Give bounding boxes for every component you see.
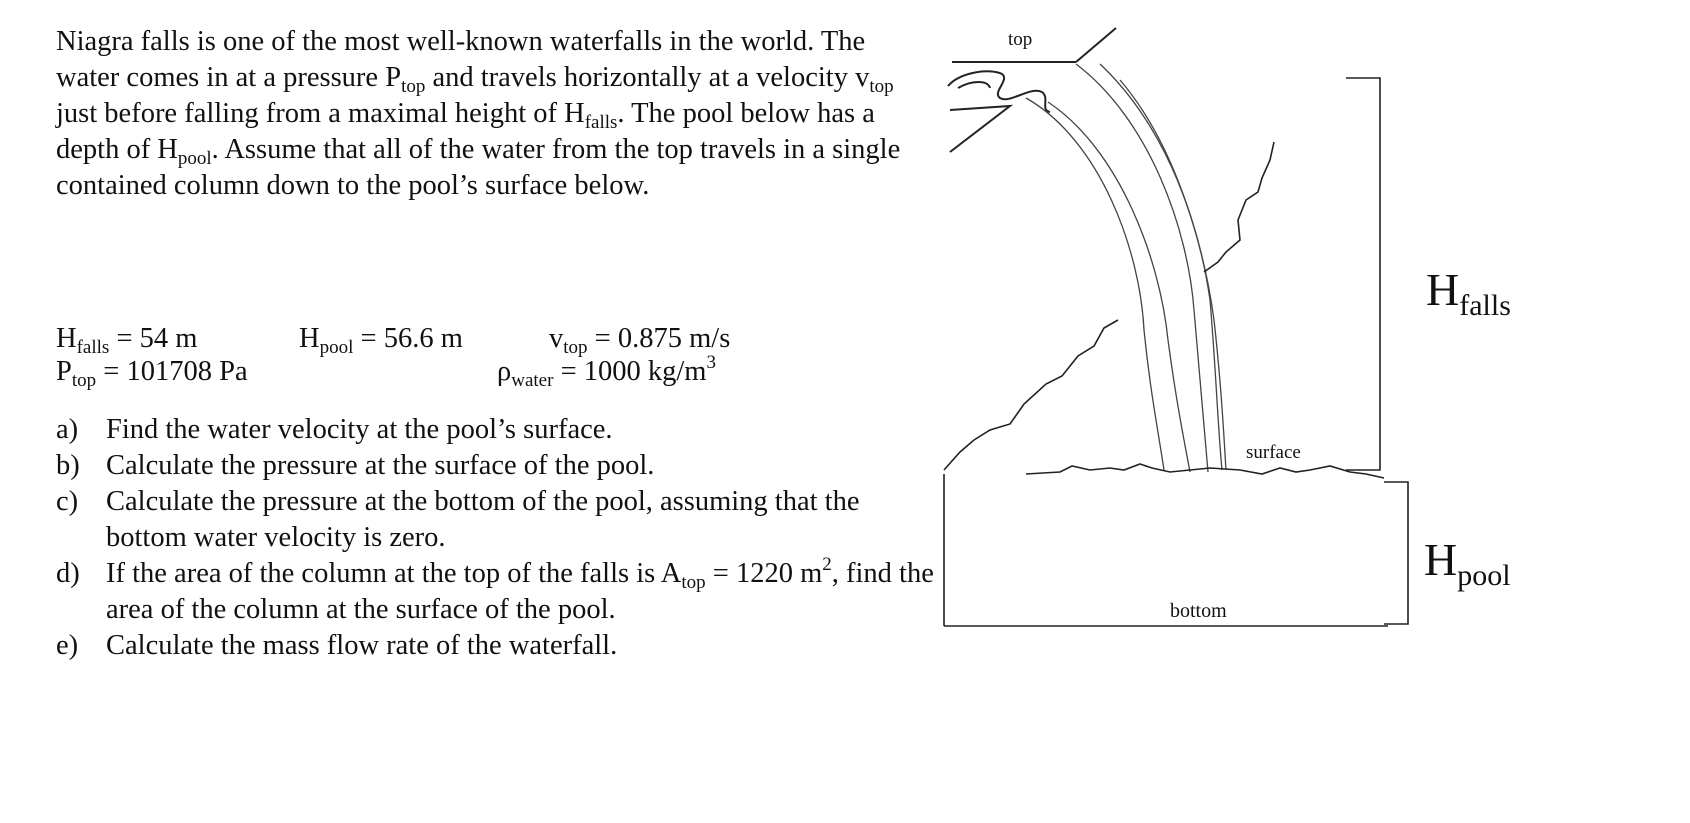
subscript: pool [319, 337, 354, 358]
value: = 56.6 m [353, 323, 463, 354]
value: = 0.875 m/s [587, 323, 731, 354]
label-top: top [1008, 29, 1033, 50]
hpool-symbol: H [1424, 534, 1458, 585]
question-label: c) [56, 486, 79, 517]
label-hpool [1424, 534, 1511, 592]
subscript: top [681, 572, 706, 593]
given-ptop [56, 356, 248, 391]
question-c [56, 484, 936, 556]
question-text: Find the water velocity at the pool’s surface. [106, 414, 613, 445]
subscript: top [869, 76, 894, 97]
question-e [56, 628, 936, 664]
subscript: water [511, 370, 554, 391]
pool-outline [944, 474, 1388, 626]
symbol: H [299, 323, 320, 354]
question-list [56, 412, 936, 664]
question-d [56, 556, 936, 628]
question-label: e) [56, 630, 79, 661]
subscript: pool [177, 148, 212, 169]
given-hfalls [56, 323, 198, 358]
subscript: top [401, 76, 426, 97]
hfalls-subscript: falls [1459, 289, 1511, 322]
question-label: b) [56, 450, 80, 481]
hfalls-bracket [1346, 78, 1380, 470]
pool-surface-line [1026, 464, 1384, 478]
intro-text: and travels horizontally at a velocity v [425, 62, 870, 93]
intro-text: just before falling from a maximal height of H [56, 98, 585, 129]
water-column [1026, 64, 1226, 472]
given-rho [497, 352, 716, 391]
value: = 101708 Pa [96, 356, 248, 387]
label-hfalls [1426, 264, 1511, 322]
question-b [56, 448, 936, 484]
question-label: d) [56, 558, 80, 589]
intro-text: Niagra falls is one of the most well-known waterfalls in the world. The water comes in at a pressure P [56, 26, 866, 93]
question-text: Calculate the pressure at the surface of the pool. [106, 450, 655, 481]
question-text: If the area of the column at the top of the falls is A [106, 558, 682, 589]
hpool-bracket [1384, 482, 1408, 624]
subscript: top [563, 337, 588, 358]
question-text: Calculate the mass flow rate of the waterfall. [106, 630, 618, 661]
label-bottom: bottom [1170, 600, 1227, 622]
question-text: , find the area of the column at the surface of the pool. [106, 558, 934, 625]
intro-text: . The pool below has a depth of H [56, 98, 875, 165]
subscript: falls [584, 112, 618, 133]
superscript: 2 [822, 554, 832, 575]
given-vtop [549, 323, 731, 358]
given-hpool [299, 323, 463, 358]
symbol: ρ [497, 356, 512, 387]
rock-outline [944, 142, 1274, 470]
hpool-subscript: pool [1457, 559, 1511, 592]
symbol: v [549, 323, 564, 354]
value: = 1000 kg/m [553, 356, 707, 387]
intro-text: . Assume that all of the water from the top travels in a single contained column down to the pool’s surface below. [56, 134, 901, 201]
superscript: 3 [706, 352, 716, 373]
hfalls-symbol: H [1426, 264, 1460, 315]
question-a [56, 412, 936, 448]
label-surface: surface [1246, 442, 1301, 463]
symbol: H [56, 323, 77, 354]
waterfall-diagram [930, 0, 1650, 823]
subscript: falls [76, 337, 110, 358]
symbol: P [56, 356, 72, 387]
value: = 54 m [109, 323, 198, 354]
problem-statement [56, 24, 926, 204]
question-label: a) [56, 414, 79, 445]
subscript: top [71, 370, 97, 391]
problem-intro [56, 24, 926, 204]
question-text: Calculate the pressure at the bottom of the pool, assuming that the bottom water velocity is zero. [106, 486, 860, 553]
question-text: = 1220 m [705, 558, 823, 589]
